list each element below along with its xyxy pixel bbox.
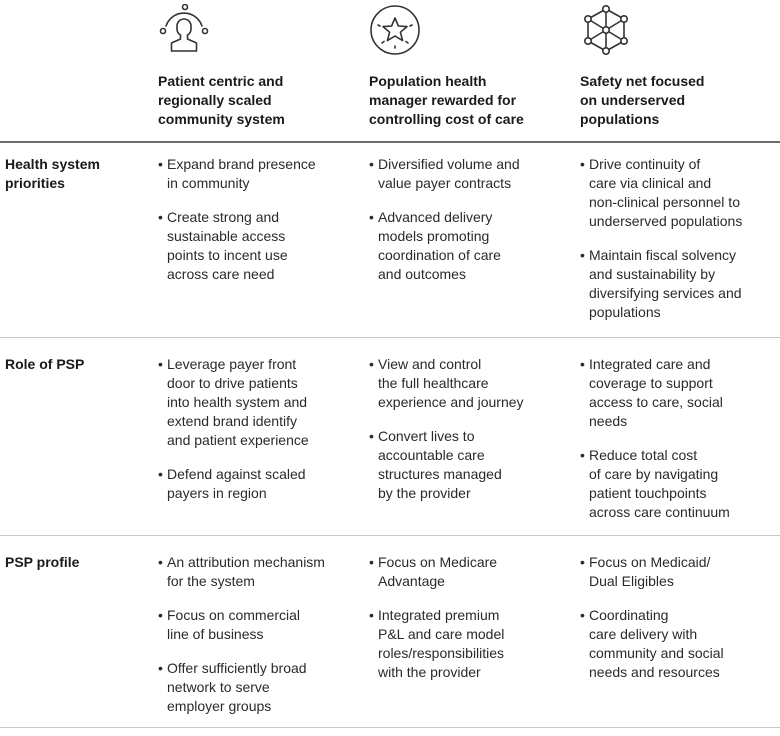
table-bottom-divider xyxy=(0,727,780,728)
bullet-item: • Offer sufficiently broad network to serve employer groups xyxy=(158,659,343,716)
cell-role-safety-net xyxy=(580,355,775,522)
bullet-item: • View and control the full healthcare experience and journey xyxy=(369,355,544,412)
cell-profile-safety-net xyxy=(580,553,775,682)
bullet-item: • Integrated premium P&L and care model roles/responsibilities with the provider xyxy=(369,606,544,682)
star-circle-icon xyxy=(369,4,421,56)
bullet-item: • Create strong and sustainable access points to incent use across care need xyxy=(158,208,343,284)
bullet-item: • Diversified volume and value payer contracts xyxy=(369,155,544,193)
cell-priorities-community xyxy=(158,155,343,284)
bullet-item: • Defend against scaled payers in region xyxy=(158,465,343,503)
bullet-item: • Focus on commercial line of business xyxy=(158,606,343,644)
bullet-item: • Advanced delivery models promoting coordination of care and outcomes xyxy=(369,208,544,284)
bullet-item: • Expand brand presence in community xyxy=(158,155,343,193)
header-divider xyxy=(0,141,780,143)
row-label-role-of-psp: Role of PSP xyxy=(5,356,85,372)
column-title-community-system: Patient centric and regionally scaled community system xyxy=(158,73,285,127)
bullet-item: • Convert lives to accountable care structures managed by the provider xyxy=(369,427,544,503)
bullet-item: • Reduce total cost of care by navigating patient touchpoints across care continuum xyxy=(580,446,775,522)
column-title-population-health: Population health manager rewarded for controlling cost of care xyxy=(369,73,524,127)
bullet-item: • Maintain fiscal solvency and sustainability by diversifying services and populations xyxy=(580,246,775,322)
bullet-item: • Drive continuity of care via clinical and non-clinical personnel to underserved populations xyxy=(580,155,775,231)
row-label-health-system-priorities: Health system priorities xyxy=(5,156,100,191)
cell-role-community xyxy=(158,355,343,503)
column-title-safety-net: Safety net focused on underserved populations xyxy=(580,73,705,127)
bullet-item: • Focus on Medicaid/ Dual Eligibles xyxy=(580,553,775,591)
bullet-item: • Integrated care and coverage to support access to care, social needs xyxy=(580,355,775,431)
cell-priorities-population xyxy=(369,155,544,284)
row-divider xyxy=(0,337,780,338)
cell-priorities-safety-net xyxy=(580,155,775,322)
cell-role-population xyxy=(369,355,544,503)
network-cube-icon xyxy=(580,4,632,56)
bullet-item: • An attribution mechanism for the system xyxy=(158,553,343,591)
cell-profile-community xyxy=(158,553,343,716)
bullet-item: • Coordinating care delivery with community and social needs and resources xyxy=(580,606,775,682)
row-divider xyxy=(0,535,780,536)
bullet-item: • Leverage payer front door to drive patients into health system and extend brand identify and patient experience xyxy=(158,355,343,450)
cell-profile-population xyxy=(369,553,544,682)
bullet-item: • Focus on Medicare Advantage xyxy=(369,553,544,591)
person-orbit-icon xyxy=(158,4,210,56)
row-label-psp-profile: PSP profile xyxy=(5,554,80,570)
